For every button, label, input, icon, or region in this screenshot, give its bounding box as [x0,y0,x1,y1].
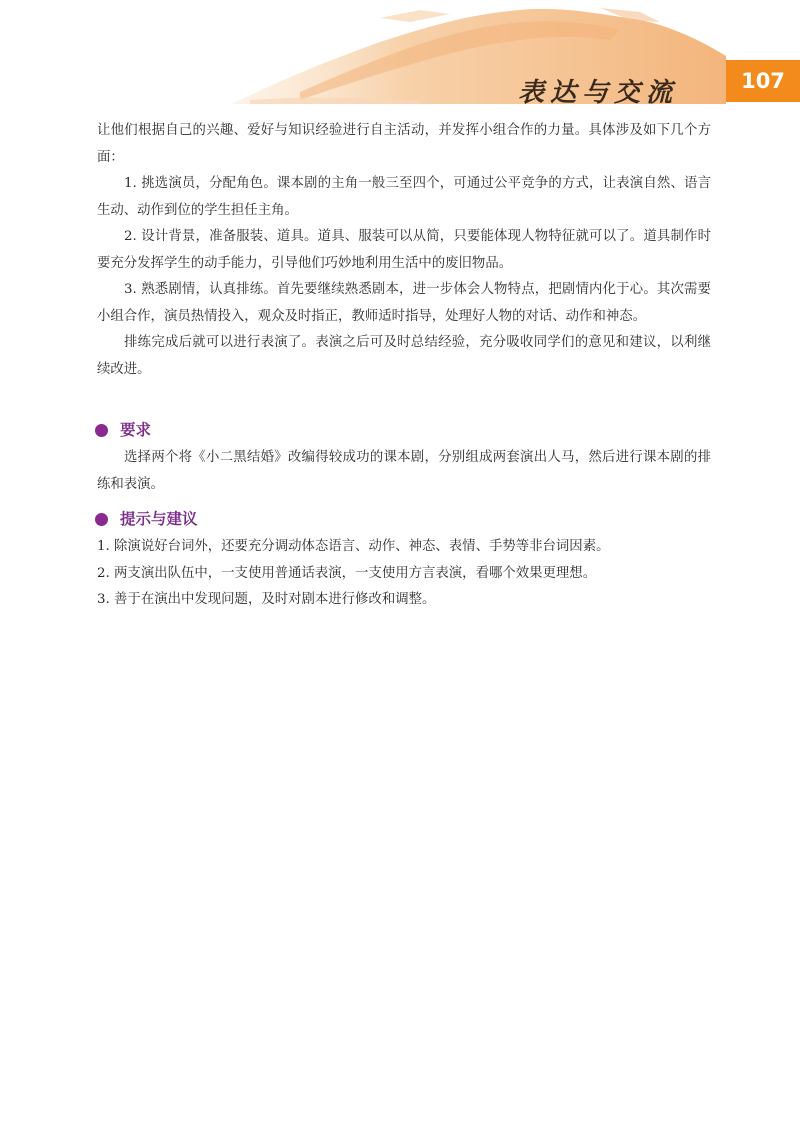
tips-heading [97,504,711,534]
tip-item: 1. 除演说好台词外，还要充分调动体态语言、动作、神态、表情、手势等非台词因素。 [97,539,610,554]
list-item: 2. 设计背景，准备服装、道具。道具、服装可以从简，只要能体现人物特征就可以了。道具制作时要充分发挥学生的动手能力，引导他们巧妙地利用生活中的废旧物品。 [97,229,711,271]
intro-paragraph: 让他们根据自己的兴趣、爱好与知识经验进行自主活动，并发挥小组合作的力量。具体涉及如下几个方面： [97,123,711,165]
requirements-text: 选择两个将《小二黑结婚》改编得较成功的课本剧，分别组成两套演出人马，然后进行课本剧的排练和表演。 [97,450,711,492]
list-item: 3. 熟悉剧情，认真排练。首先要继续熟悉剧本，进一步体会人物特点，把剧情内化于心。其次需要小组合作，演员热情投入，观众及时指正，教师适时指导，处理好人物的对话、动作和神态。 [97,282,711,324]
page-number: 107 [726,60,800,102]
requirements-heading [97,415,711,445]
section-title-header: 表达与交流 [518,78,679,108]
page-content [97,118,711,614]
bullet-dot-icon [95,424,108,437]
tip-item: 2. 两支演出队伍中，一支使用普通话表演，一支使用方言表演，看哪个效果更理想。 [97,565,597,581]
bullet-dot-icon [95,513,108,526]
requirements-title: 要求 [120,420,152,439]
brush-stroke-decoration [0,0,800,110]
page-header [0,0,800,110]
tip-item: 3. 善于在演出中发现问题，及时对剧本进行修改和调整。 [97,592,436,607]
list-item: 1. 挑选演员，分配角色。课本剧的主角一般三至四个，可通过公平竞争的方式，让表演自然、语言生动、动作到位的学生担任主角。 [97,176,711,218]
tips-title: 提示与建议 [120,509,198,528]
closing-paragraph: 排练完成后就可以进行表演了。表演之后可及时总结经验，充分吸收同学们的意见和建议，以利继续改进。 [97,335,711,377]
